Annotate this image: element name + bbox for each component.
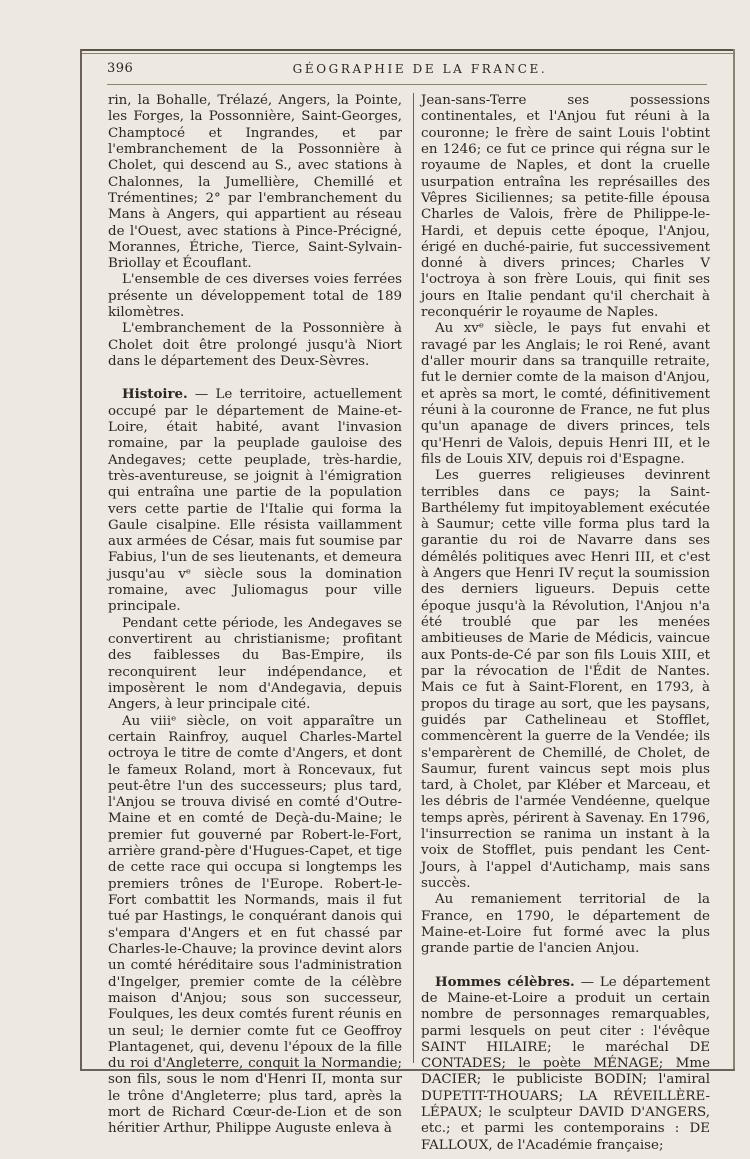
- paragraph-jean-sans-terre: Jean-sans-Terre ses possessions continentales, et l'Anjou fut réuni à la couronne; le frère de saint Louis l'obtint en 1246; ce fut ce prince qui régna sur le royaume de Naples, et dont la cruelle usurpation entraîna les représailles des Vêpres Siciliennes; sa petite-fille épousa Charles de Valois, frère de Philippe-le-Hardi, et depuis cette époque, l'Anjou, érigé en duché-pairie, fut successivement donné à divers princes; Charles V l'octroya à son frère Louis, qui finit ses jours en Italie pendant qu'il cherchait à reconquérir le royaume de Naples.: [421, 93, 710, 321]
- paragraph-guerres-religieuses: Les guerres religieuses devinrent terribles dans ce pays; la Saint-Barthélemy fut impitoyablement exécutée à Saumur; cette ville forma plus tard la garantie du roi de Navarre dans ses démêlés politiques avec Henri III, et c'est à Angers que Henri IV reçut la soumission des derniers ligueurs. Depuis cette époque jusqu'à la Révolution, l'Anjou n'a été troublé que par les menées ambitieuses de Marie de Médicis, vaincue aux Ponts-de-Cé par son fils Louis XIII, et par la révocation de l'Édit de Nantes. Mais ce fut à Saint-Florent, en 1793, à propos du tirage au sort, que les paysans, guidés par Cathelineau et Stofflet, commencèrent la guerre de la Vendée; ils s'emparèrent de Chemillé, de Cholet, de Saumur, furent vaincus sept mois plus tard, à Cholet, par Kléber et Marceau, et les débris de l'armée Vendéenne, quelque temps après, périrent à Savenay. En 1796, l'insurrection se ranima un instant à la voix de Stofflet, puis pendant les Cent-Jours, à l'appel d'Autichamp, mais sans succès.: [421, 468, 710, 891]
- paragraph-xv-siecle: Au xvᵉ siècle, le pays fut envahi et ravagé par les Anglais; le roi René, avant d'aller mourir dans sa tranquille retraite, fut le dernier comte de la maison d'Anjou, et après sa mort, le comté, définitivement réuni à la couronne de France, ne fut plus qu'un apanage de divers princes, tels qu'Henri de Valois, depuis Henri III, et le fils de Louis XIV, depuis roi d'Espagne.: [421, 321, 710, 467]
- paragraph-viii-siecle: Au viiiᵉ siècle, on voit apparaître un certain Rainfroy, auquel Charles-Martel octroya le titre de comte d'Angers, et dont le fameux Roland, mort à Roncevaux, fut peut-être l'un des successeurs; plus tard, l'Anjou se trouva divisé en comté d'Outre-Maine et en comté de Deçà-du-Maine; le premier fut gouverné par Robert-le-Fort, arrière grand-père d'Hugues-Capet, et tige de cette race qui occupa si longtemps les premiers trônes de l'Europe. Robert-le-Fort combattit les Normands, mais il fut tué par Hastings, le conquérant danois qui s'empara d'Angers et en fut chassé par Charles-le-Chauve; la province devint alors un comté héréditaire sous l'administration d'Ingelger, premier comte de la célèbre maison d'Anjou; sous son successeur, Foulques, les deux comtés furent réunis en un seul; le dernier comte fut ce Geoffroy Plantagenet, qui, devenu l'époux de la fille du roi d'Angleterre, conquit la Normandie; son fils, sous le nom d'Henri II, monta sur le trône d'Angleterre; plus tard, après la mort de Richard Cœur-de-Lion et de son héritier Arthur, Philippe Auguste enleva à: [108, 713, 402, 1137]
- frame-right-rule: [733, 49, 735, 1071]
- paragraph-remaniement: Au remaniement territorial de la France, en 1790, le département de Maine-et-Loire fut formé avec la plus grande partie de l'ancien Anjou.: [421, 892, 710, 957]
- paragraph-railway-total: L'ensemble de ces diverses voies ferrées présente un développement total de 189 kilomètres.: [108, 272, 402, 321]
- right-column: [421, 93, 710, 1154]
- paragraph-railway-extension: L'embranchement de la Possonnière à Cholet doit être prolongé jusqu'à Niort dans le département des Deux-Sèvres.: [108, 321, 402, 369]
- paragraph-railways: rin, la Bohalle, Trélazé, Angers, la Pointe, les Forges, la Possonnière, Saint-Georges, Champtocé et Ingrandes, et par l'embranchement de la Possonnière à Cholet, qui descend au S., avec stations à Chalonnes, la Jumellière, Chemillé et Trémentines; 2° par l'embranchement du Mans à Angers, qui appartient au réseau de l'Ouest, avec stations à Pince-Précigné, Morannes, Étriche, Tierce, Saint-Sylvain-Briollay et Écouflant.: [108, 93, 402, 272]
- paragraph-hommes-celebres: [421, 974, 710, 1154]
- hommes-celebres-text: — Le département de Maine-et-Loire a produit un certain nombre de personnages remarquables, parmi lesquels on peut citer : l'évêque SAINT HILAIRE; le maréchal DE CONTADES; le poète MÉNAGE; Mme DACIER; le publiciste BODIN; l'amiral DUPETIT-THOUARS; LA RÉVEILLÈRE-LÉPAUX; le sculpteur DAVID D'ANGERS, etc.; et parmi les contemporains : DE FALLOUX, de l'Académie française;: [421, 974, 710, 1153]
- page-number: 396: [107, 61, 134, 76]
- section-heading-hommes-celebres: Hommes célèbres.: [435, 973, 575, 990]
- frame-top-rule: [80, 49, 735, 51]
- frame-top-rule-inner: [80, 53, 735, 54]
- header-rule: [107, 84, 707, 85]
- column-divider: [413, 93, 414, 1063]
- section-heading-histoire: Histoire.: [122, 386, 188, 403]
- paragraph-andegaves: Pendant cette période, les Andegaves se convertirent au christianisme; profitant des faiblesses du Bas-Empire, ils reconquirent leur indépendance, et imposèrent le nom d'Andegavia, depuis Angers, à leur principale cité.: [108, 615, 402, 713]
- histoire-text: — Le territoire, actuellement occupé par le département de Maine-et-Loire, était habité, avant l'invasion romaine, par la peuplade gauloise des Andegaves; cette peuplade, très-hardie, très-aventureuse, se joignit à l'émigration qui entraîna une partie de la population vers cette partie de l'Italie qui forma la Gaule cisalpine. Elle résista vaillamment aux armées de César, mais fut soumise par Fabius, l'un de ses lieutenants, et demeura jusqu'au vᵉ siècle sous la domination romaine, avec Juliomagus pour ville principale.: [108, 387, 402, 615]
- paragraph-histoire: [108, 386, 402, 615]
- left-column: [108, 93, 402, 1138]
- running-title: GÉOGRAPHIE DE LA FRANCE.: [292, 62, 548, 76]
- frame-left-rule: [80, 49, 82, 1071]
